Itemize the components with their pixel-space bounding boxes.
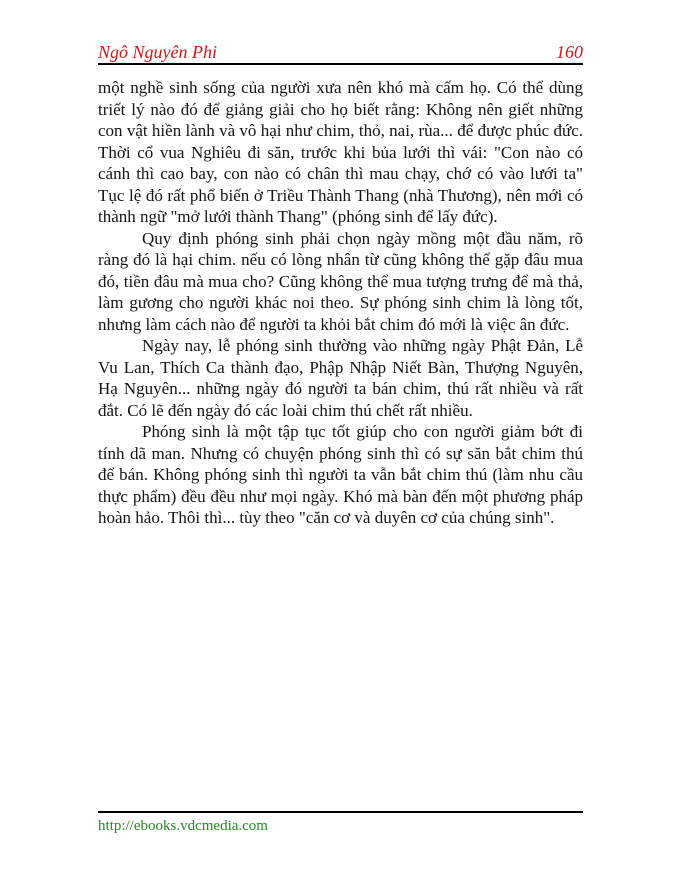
footer-url-link[interactable]: http://ebooks.vdcmedia.com [98,818,268,834]
running-header-author: Ngô Nguyên Phi [98,42,217,62]
footer-rule [98,811,583,813]
header-rule [98,63,583,65]
running-header [98,41,583,63]
paragraph: một nghề sinh sống của người xưa nên khó mà cấm họ. Có thể dùng triết lý nào đó để giảng giải cho họ biết rằng: Không nên giết những con vật hiền lành và vô hại như chim, thỏ, nai, rùa... để được phúc đức. Thời cổ vua Nghiêu đi săn, trước khi bủa lưới thì vái: "Con nào có cánh thì cao bay, con nào có chân thì mau chạy, chớ có vào lưới ta" Tục lệ đó rất phổ biến ở Triều Thành Thang (nhà Thương), nên mới có thành ngữ "mở lưới thành Thang" (phóng sinh để lấy đức). [98,78,583,226]
paragraph: Quy định phóng sinh phải chọn ngày mồng một đầu năm, rõ ràng đó là hại chim. nếu có lòng nhân từ cũng không thể gặp đâu mua đó, tiền đâu mà mua cho? Cũng không thể mua tượng trưng để mà thả, làm gương cho người khác noi theo. Sự phóng sinh chim là lòng tốt, nhưng làm cách nào để người ta khỏi bắt chim đó mới là việc ân đức. [98,228,583,334]
page-number: 160 [556,42,583,62]
paragraph: Ngày nay, lễ phóng sinh thường vào những ngày Phật Đản, Lễ Vu Lan, Thích Ca thành đạo, Phập Nhập Niết Bàn, Thượng Nguyên, Hạ Nguyên... những ngày đó người ta bán chim, thú rất nhiều và rất đắt. Có lẽ đến ngày đó các loài chim thú chết rất nhiều. [98,336,583,420]
page-body [98,77,583,529]
paragraph: Phóng sinh là một tập tục tốt giúp cho con người giảm bớt đi tính dã man. Nhưng có chuyện phóng sinh thì có sự săn bắt chim thú để bán. Không phóng sinh thì người ta vẫn bắt chim thú (làm nhu cầu thực phẩm) đều đều như mọi ngày. Khó mà bàn đến một phương pháp hoàn hảo. Thôi thì... tùy theo "căn cơ và duyên cơ của chúng sinh". [98,422,583,527]
